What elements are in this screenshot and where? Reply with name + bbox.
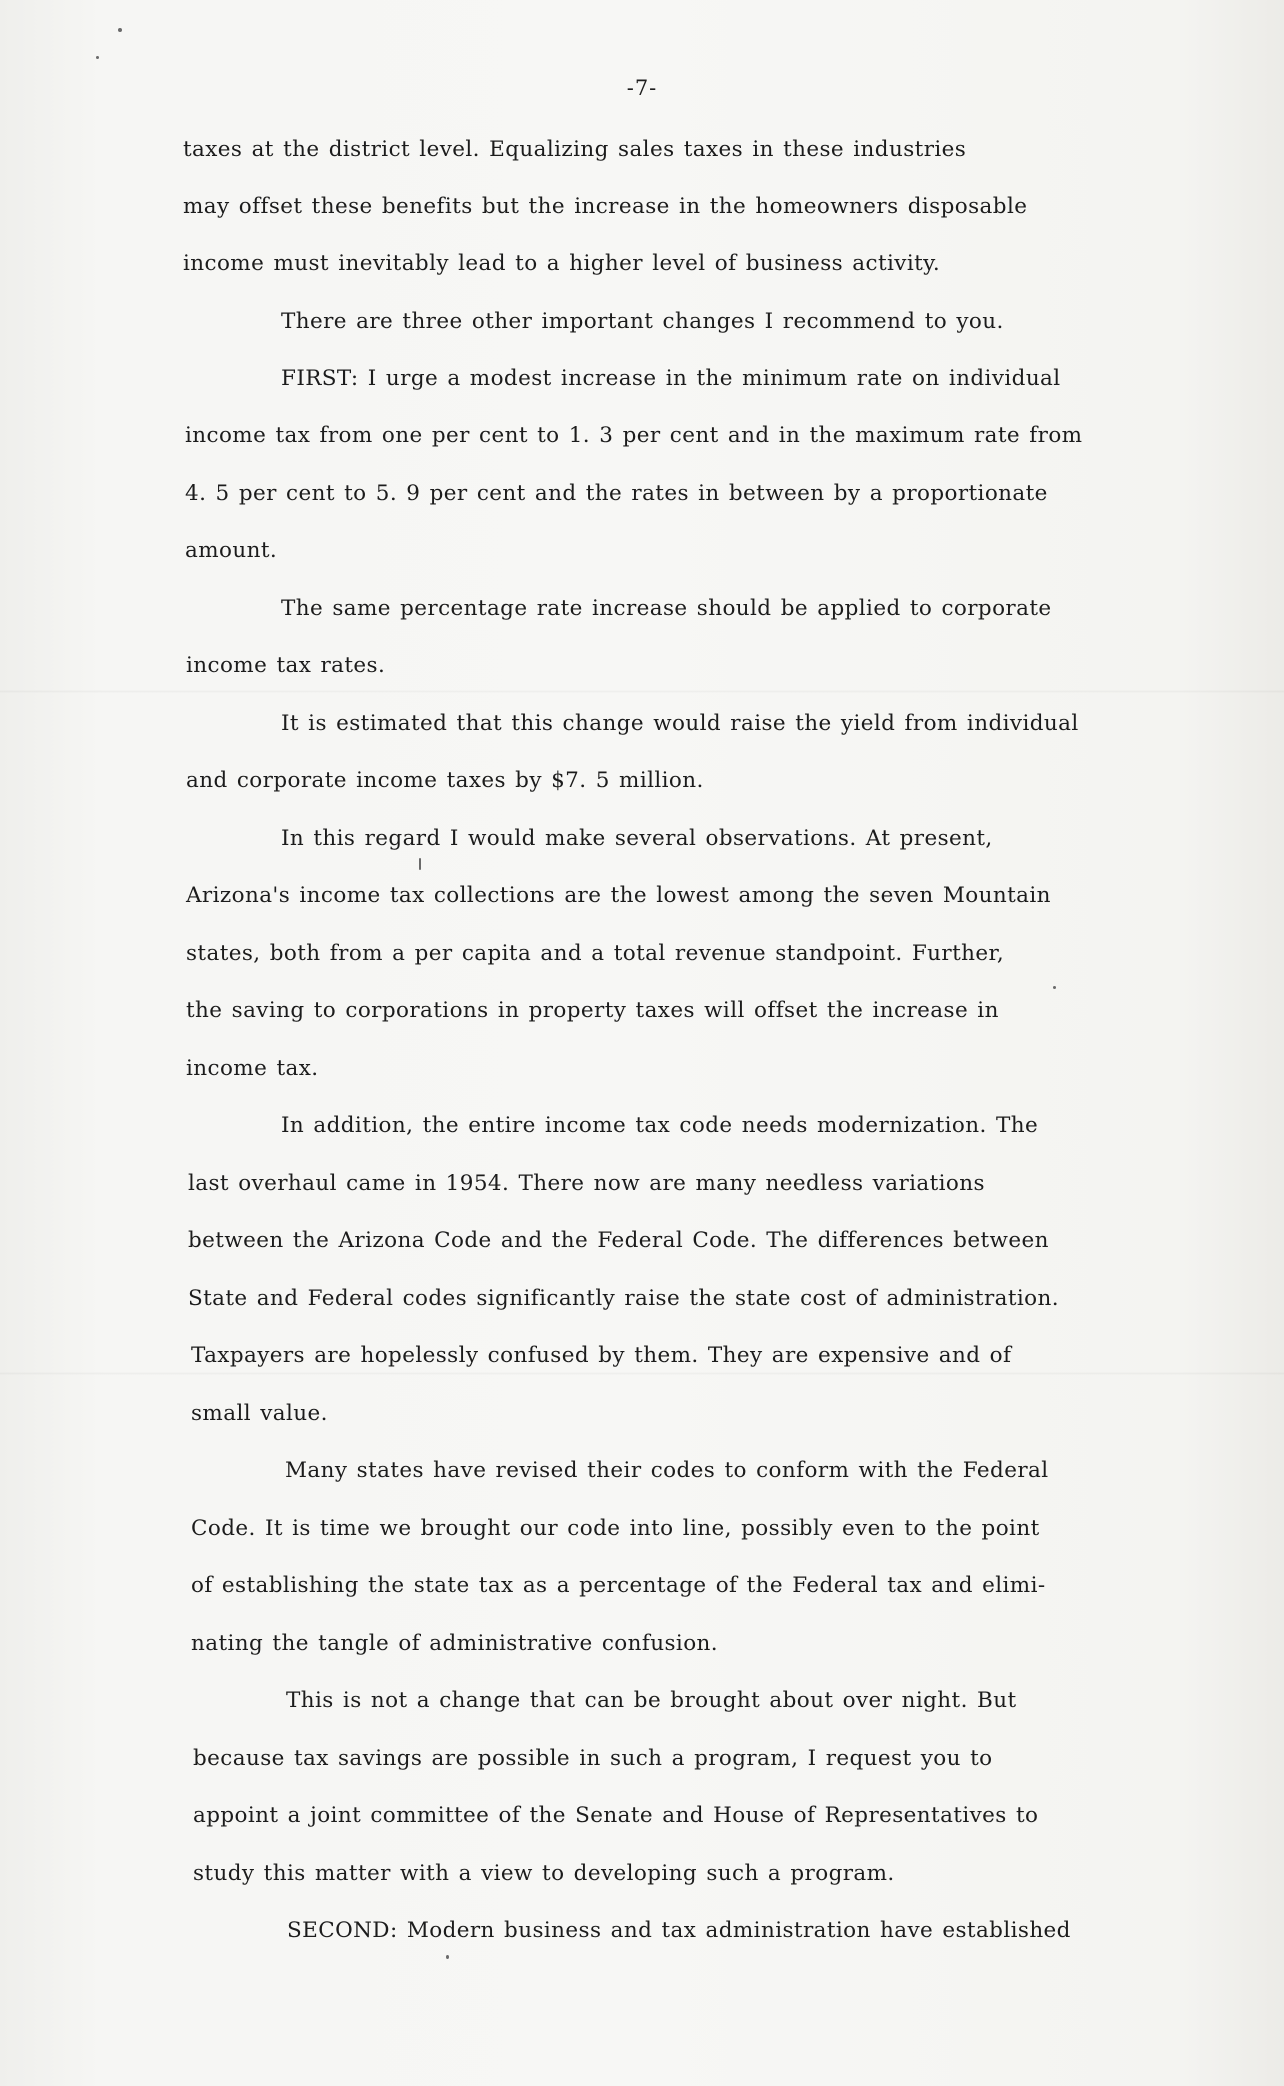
paper-speck bbox=[446, 1955, 449, 1959]
paper-speck bbox=[118, 28, 122, 32]
text-line: Many states have revised their codes to conform with the Federal bbox=[285, 1458, 1049, 1483]
text-line: SECOND: Modern business and tax administration have established bbox=[287, 1918, 1071, 1943]
text-line: income tax. bbox=[186, 1056, 319, 1081]
text-line: states, both from a per capita and a total revenue standpoint. Further, bbox=[186, 941, 1005, 966]
text-line: Arizona's income tax collections are the lowest among the seven Mountain bbox=[186, 883, 1051, 908]
paper-speck bbox=[419, 858, 421, 870]
text-line: small value. bbox=[191, 1401, 328, 1426]
text-line: income tax from one per cent to 1. 3 per cent and in the maximum rate from bbox=[185, 423, 1083, 448]
text-line: appoint a joint committee of the Senate and House of Representatives to bbox=[193, 1803, 1039, 1828]
text-line: 4. 5 per cent to 5. 9 per cent and the rates in between by a proportionate bbox=[185, 481, 1048, 506]
text-line: study this matter with a view to developing such a program. bbox=[193, 1861, 895, 1886]
text-line: last overhaul came in 1954. There now are many needless variations bbox=[188, 1171, 985, 1196]
text-line: In this regard I would make several observations. At present, bbox=[281, 826, 993, 851]
text-line: income tax rates. bbox=[186, 653, 386, 678]
text-line: income must inevitably lead to a higher level of business activity. bbox=[183, 251, 941, 276]
paper-fold bbox=[0, 1372, 1284, 1375]
text-line: It is estimated that this change would raise the yield from individual bbox=[281, 711, 1079, 736]
text-line: the saving to corporations in property taxes will offset the increase in bbox=[186, 998, 999, 1023]
text-line: of establishing the state tax as a percentage of the Federal tax and elimi- bbox=[191, 1573, 1046, 1598]
text-line: This is not a change that can be brought about over night. But bbox=[286, 1688, 1017, 1713]
paper-speck bbox=[96, 56, 99, 59]
text-line: because tax savings are possible in such a program, I request you to bbox=[193, 1746, 993, 1771]
text-line: nating the tangle of administrative confusion. bbox=[191, 1631, 719, 1656]
text-line: Taxpayers are hopelessly confused by them. They are expensive and of bbox=[191, 1343, 1012, 1368]
text-line: between the Arizona Code and the Federal Code. The differences between bbox=[188, 1228, 1049, 1253]
text-line: Code. It is time we brought our code into line, possibly even to the point bbox=[191, 1516, 1040, 1541]
text-line: and corporate income taxes by $7. 5 million. bbox=[186, 768, 704, 793]
text-line: taxes at the district level. Equalizing sales taxes in these industries bbox=[183, 137, 967, 162]
paper-speck bbox=[1053, 986, 1056, 989]
text-line: amount. bbox=[185, 538, 278, 563]
page-number: -7- bbox=[626, 76, 658, 100]
text-line: In addition, the entire income tax code needs modernization. The bbox=[281, 1113, 1039, 1138]
text-line: FIRST: I urge a modest increase in the minimum rate on individual bbox=[281, 366, 1061, 391]
text-line: may offset these benefits but the increase in the homeowners disposable bbox=[183, 194, 1028, 219]
text-line: State and Federal codes significantly raise the state cost of administration. bbox=[188, 1286, 1059, 1311]
text-line: The same percentage rate increase should be applied to corporate bbox=[281, 596, 1052, 621]
paper-fold bbox=[0, 690, 1284, 693]
text-line: There are three other important changes I recommend to you. bbox=[281, 309, 1004, 334]
